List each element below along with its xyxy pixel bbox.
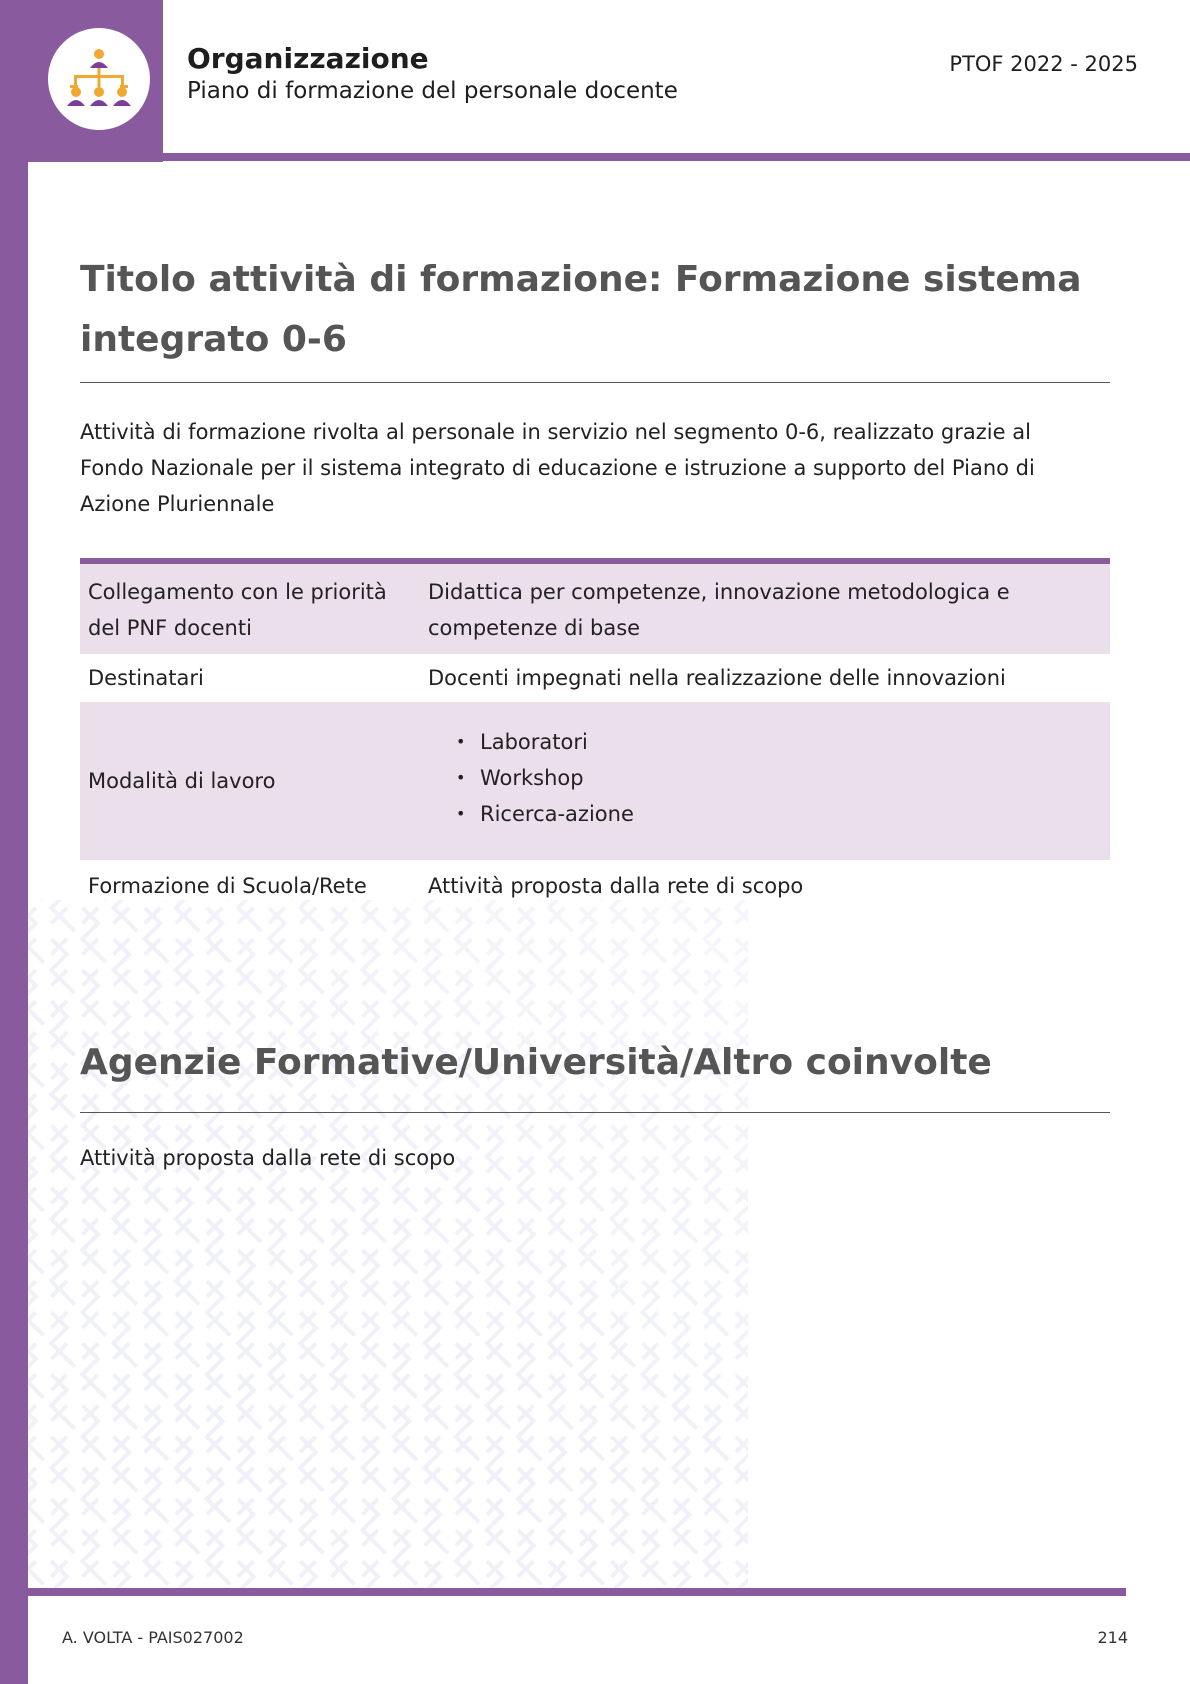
background-maze-pattern <box>28 900 748 1590</box>
row-value: Didattica per competenze, innovazione metodologica e competenze di base <box>420 564 1110 654</box>
list-item: • Workshop <box>480 760 1110 796</box>
list-item: • Laboratori <box>480 724 1110 760</box>
header-subtitle: Piano di formazione del personale docente <box>187 78 678 104</box>
row-value: Attività proposta dalla rete di scopo <box>428 874 804 898</box>
row-label: Collegamento con le priorità del PNF docenti <box>80 564 420 654</box>
row-value <box>420 702 1110 860</box>
row-label: Destinatari <box>88 666 204 690</box>
page-number: 214 <box>1097 1628 1128 1647</box>
table-row <box>80 564 1110 654</box>
list-item: • Ricerca-azione <box>480 796 1110 832</box>
agencies-text: Attività proposta dalla rete di scopo <box>80 1146 456 1170</box>
intro-paragraph: Attività di formazione rivolta al personale in servizio nel segmento 0-6, realizzato grazie al Fondo Nazionale per il sistema integrato di educazione e istruzione a supporto del Piano di Azione Pluriennale <box>80 420 1035 516</box>
agencies-underline <box>80 1112 1110 1113</box>
ptof-label: PTOF 2022 - 2025 <box>949 52 1138 76</box>
table-row <box>80 654 1110 702</box>
header-title: Organizzazione <box>187 42 429 75</box>
title-underline <box>80 382 1110 383</box>
agencies-heading: Agenzie Formative/Università/Altro coinvolte <box>80 1042 992 1083</box>
page-title: Titolo attività di formazione: Formazione sistema integrato 0-6 <box>80 259 1082 360</box>
row-label: Modalità di lavoro <box>80 702 420 860</box>
footer-divider <box>28 1588 1126 1596</box>
table-row <box>80 860 1110 904</box>
training-details-table <box>80 564 1110 904</box>
work-mode-list <box>428 724 1110 832</box>
row-value: Docenti impegnati nella realizzazione delle innovazioni <box>428 666 1006 690</box>
row-label: Formazione di Scuola/Rete <box>88 874 367 898</box>
table-row <box>80 702 1110 860</box>
logo-badge <box>48 28 150 130</box>
logo-panel <box>0 0 163 162</box>
left-sidebar-band <box>0 0 28 1684</box>
footer-school: A. VOLTA - PAIS027002 <box>62 1628 244 1647</box>
header-divider <box>163 153 1190 161</box>
